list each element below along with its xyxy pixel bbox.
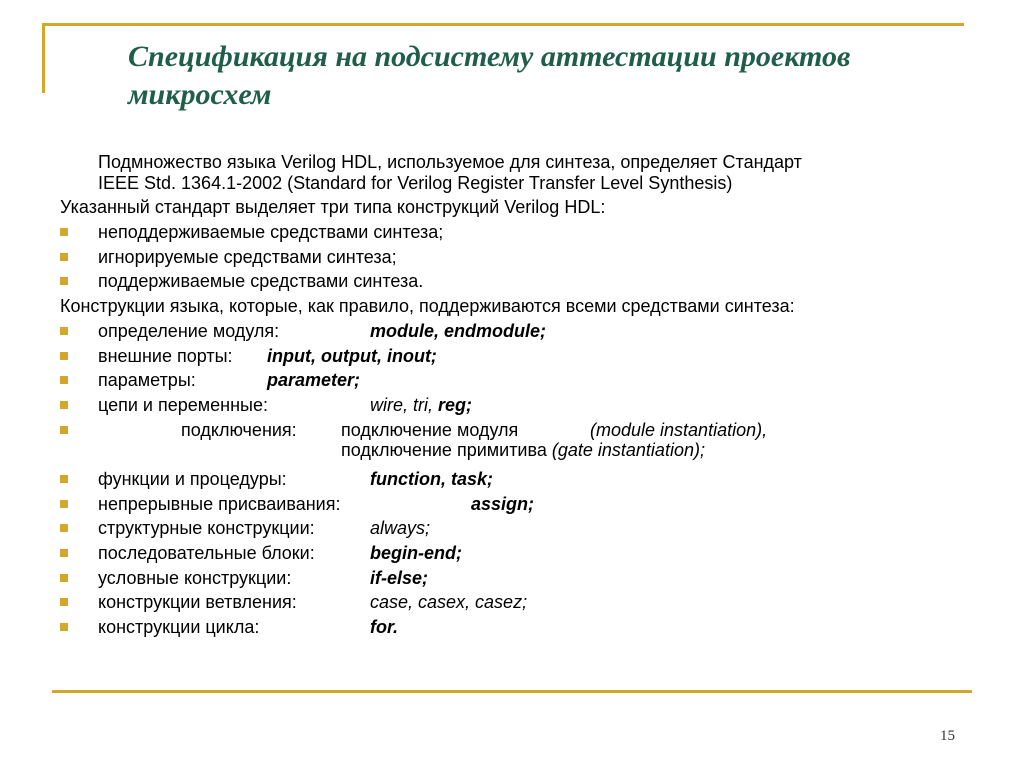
construct-label: непрерывные присваивания:: [98, 493, 341, 514]
construct-label: внешние порты:: [98, 345, 233, 366]
supported-intro: Конструкции языка, которые, как правило, поддерживаются всеми средствами синтеза:: [60, 296, 795, 317]
bullet-icon: [60, 253, 68, 261]
construct-label: конструкции ветвления:: [98, 592, 297, 613]
construct-label: структурные конструкции:: [98, 518, 315, 539]
construct-label: параметры:: [98, 370, 196, 391]
keyword-plain: wire, tri,: [370, 394, 433, 415]
construct-keyword: for.: [370, 617, 399, 638]
construct-row: [60, 516, 980, 541]
keyword-bold: reg;: [438, 394, 473, 415]
bullet-icon: [60, 277, 68, 285]
intro-line-2: IEEE Std. 1364.1-2002 (Standard for Verilog Register Transfer Level Synthesis): [98, 172, 733, 193]
construct-row: [60, 344, 980, 369]
construct-keyword: assign;: [471, 493, 535, 514]
standard-intro: Указанный стандарт выделяет три типа конструкций Verilog HDL:: [60, 197, 606, 218]
construct-label: условные конструкции:: [98, 567, 292, 588]
construct-row-connection-2: [60, 442, 980, 467]
construct-row: [60, 541, 980, 566]
connection-line-2-text: подключение примитива: [341, 440, 547, 461]
connection-line-2-keyword: (gate instantiation);: [551, 440, 705, 461]
construct-row: [60, 368, 980, 393]
bullet-icon: [60, 598, 68, 606]
construct-keyword: always;: [370, 518, 431, 539]
construct-row: [60, 467, 980, 492]
connection-line-1: подключение модуля: [341, 419, 519, 440]
construct-row: [60, 615, 980, 640]
connection-line-1-keyword: (module instantiation),: [590, 419, 768, 440]
construct-label: цепи и переменные:: [98, 394, 268, 415]
bullet-icon: [60, 524, 68, 532]
frame-top-line: [42, 23, 964, 26]
construct-label: последовательные блоки:: [98, 543, 315, 563]
bullet-icon: [60, 426, 68, 434]
connection-line-2: [341, 438, 705, 463]
construct-label: конструкции цикла:: [98, 617, 260, 638]
construct-label: функции и процедуры:: [98, 468, 287, 489]
list-item: [60, 269, 980, 294]
slide-content: [60, 150, 980, 640]
construct-row: [60, 590, 980, 615]
construct-row: [60, 492, 980, 517]
bullet-icon: [60, 500, 68, 508]
bullet-icon: [60, 623, 68, 631]
list-item-text: неподдерживаемые средствами синтеза;: [98, 222, 444, 243]
construct-row: [60, 319, 980, 344]
bullet-icon: [60, 475, 68, 483]
list-item-text: игнорируемые средствами синтеза;: [98, 246, 397, 267]
connection-label: подключения:: [181, 419, 297, 440]
frame-bottom-line: [52, 690, 972, 693]
construct-keyword: function, task;: [370, 468, 494, 489]
construct-keyword: parameter;: [267, 370, 361, 391]
bullet-icon: [60, 376, 68, 384]
construct-keyword: input, output, inout;: [267, 345, 437, 366]
construct-keyword: case, casex, casez;: [370, 592, 528, 613]
list-item: [60, 245, 980, 270]
bullet-icon: [60, 401, 68, 409]
construct-keyword: [370, 393, 472, 418]
construct-label: определение модуля:: [98, 320, 280, 341]
construct-keyword: module, endmodule;: [370, 320, 547, 341]
bullet-icon: [60, 327, 68, 335]
bullet-icon: [60, 228, 68, 236]
intro-line-1: Подмножество языка Verilog HDL, используемое для синтеза, определяет Стандарт: [98, 152, 802, 172]
bullet-icon: [60, 549, 68, 557]
construct-keyword: begin-end;: [370, 543, 462, 563]
bullet-icon: [60, 352, 68, 360]
frame-left-line: [42, 23, 45, 93]
slide-title: Спецификация на подсистему аттестации проектов микросхем: [128, 40, 851, 111]
construct-row: [60, 566, 980, 591]
construct-row: [60, 393, 980, 418]
list-item-text: поддерживаемые средствами синтеза.: [98, 271, 424, 292]
construct-keyword: if-else;: [370, 567, 429, 588]
bullet-icon: [60, 574, 68, 582]
page-number: 15: [940, 728, 955, 744]
list-item: [60, 220, 980, 245]
